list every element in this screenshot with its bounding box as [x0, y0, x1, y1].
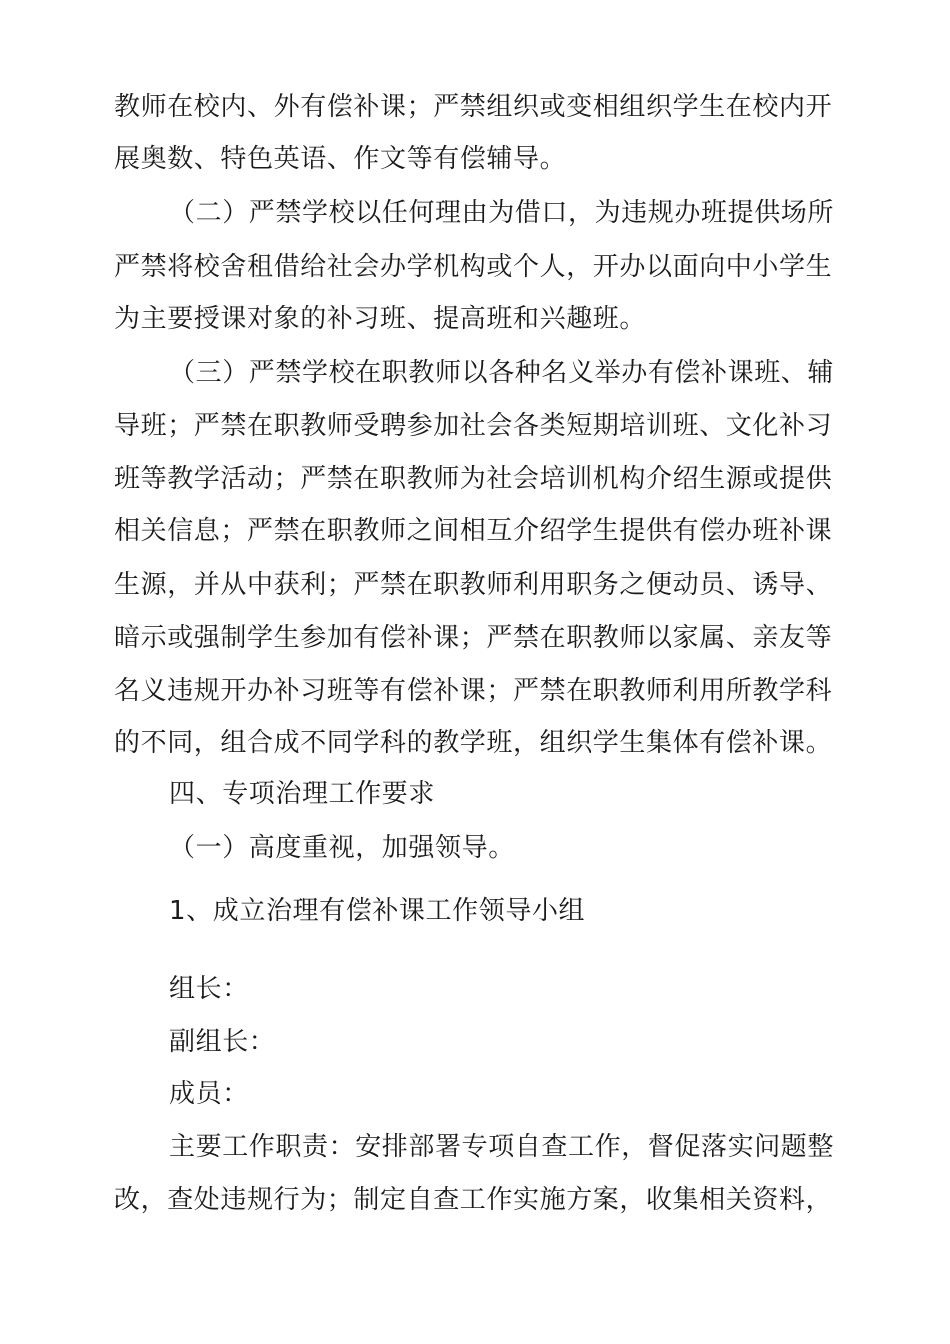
text-line: 导班；严禁在职教师受聘参加社会各类短期培训班、文化补习: [114, 411, 833, 441]
text-line: 班等教学活动；严禁在职教师为社会培训机构介绍生源或提供: [114, 464, 833, 494]
text-line: 暗示或强制学生参加有偿补课；严禁在职教师以家属、亲友等: [114, 623, 833, 653]
text-line: 相关信息；严禁在职教师之间相互介绍学生提供有偿办班补课: [114, 516, 833, 546]
section-heading: 四、专项治理工作要求: [169, 779, 436, 809]
text-line: （三）严禁学校在职教师以各种名义举办有偿补课班、辅: [169, 358, 835, 388]
text-line: 的不同，组合成不同学科的教学班，组织学生集体有偿补课。: [114, 728, 833, 758]
text-line: 主要工作职责：安排部署专项自查工作，督促落实问题整: [169, 1132, 835, 1162]
text-line: 严禁将校舍租借给社会办学机构或个人，开办以面向中小学生: [114, 252, 833, 282]
subsection-heading: （一）高度重视，加强领导。: [169, 833, 515, 863]
field-label-members: 成员：: [169, 1079, 249, 1109]
field-label-deputy-leader: 副组长：: [169, 1027, 276, 1057]
text-line: 名义违规开办补习班等有偿补课；严禁在职教师利用所教学科: [114, 676, 833, 706]
field-label-leader: 组长：: [169, 974, 249, 1004]
text-line: 生源，并从中获利；严禁在职教师利用职务之便动员、诱导、: [114, 570, 833, 600]
text-line: 教师在校内、外有偿补课；严禁组织或变相组织学生在校内开: [114, 92, 833, 122]
text-line: 改，查处违规行为；制定自查工作实施方案，收集相关资料，: [114, 1185, 833, 1215]
text-line: 展奥数、特色英语、作文等有偿辅导。: [114, 144, 567, 174]
text-line: 为主要授课对象的补习班、提高班和兴趣班。: [114, 304, 647, 334]
list-item: 1、成立治理有偿补课工作领导小组: [169, 896, 586, 926]
text-line: （二）严禁学校以任何理由为借口，为违规办班提供场所: [169, 198, 835, 228]
